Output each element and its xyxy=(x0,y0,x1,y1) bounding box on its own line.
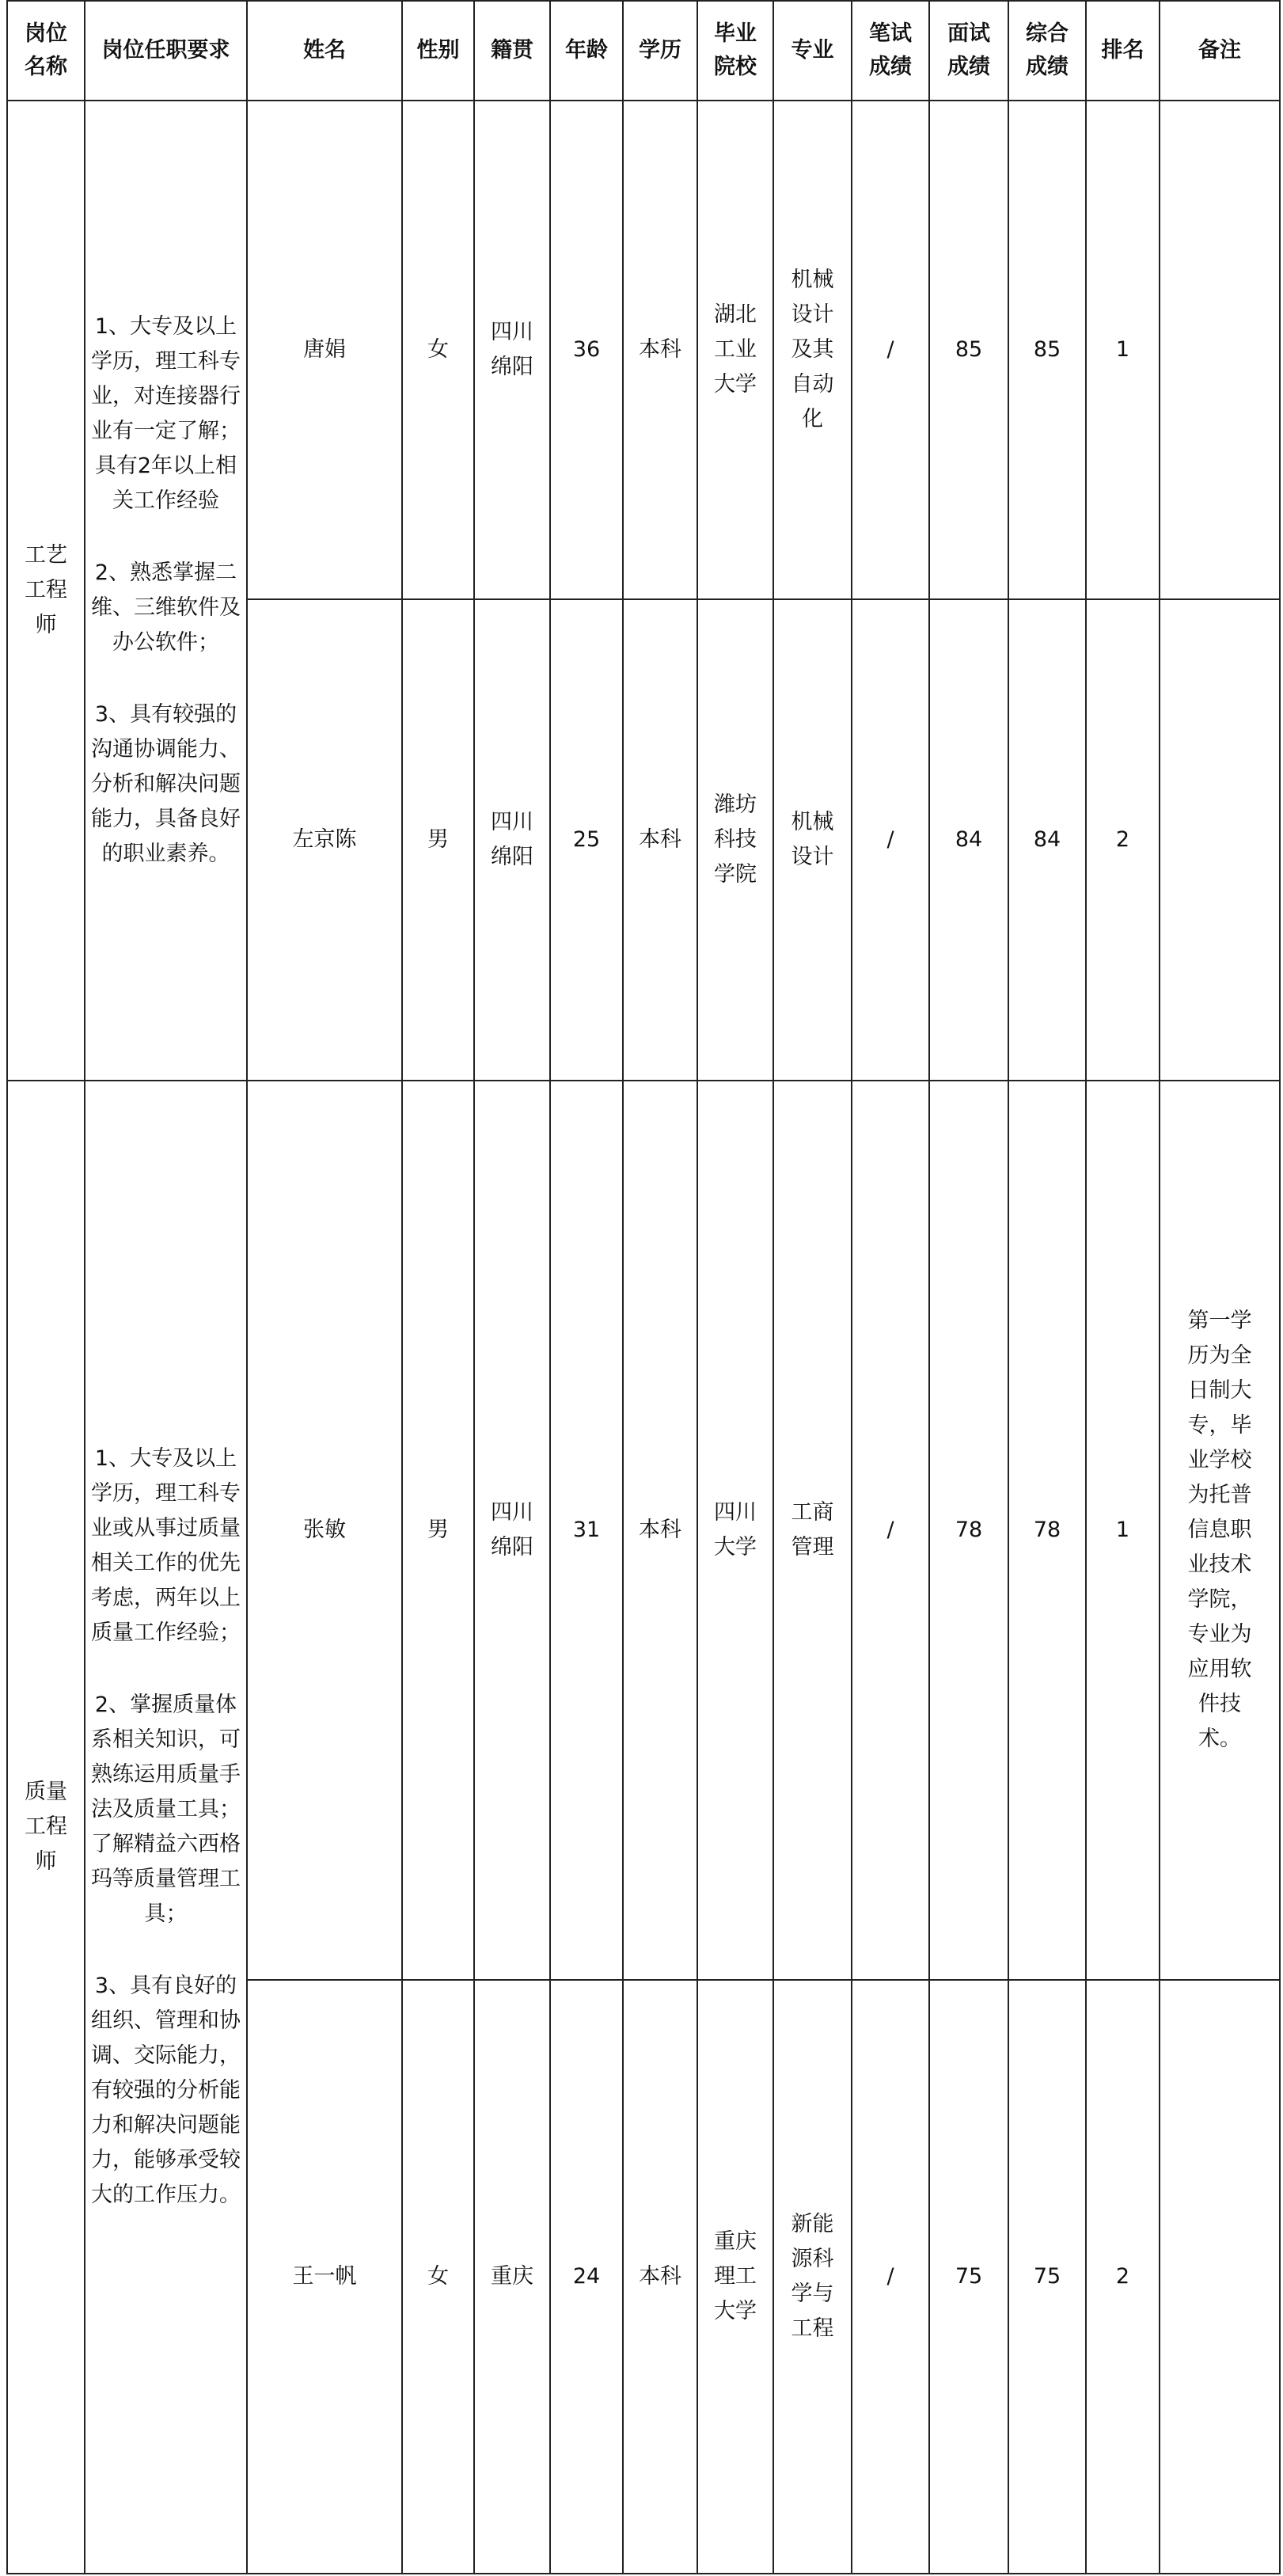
requirement-item: 1、大专及以上学历，理工科专业或从事过质量相关工作的优先考虑，两年以上质量工作经验； xyxy=(91,1446,241,1645)
written-score: / xyxy=(852,1081,929,1980)
candidate-major: 机械 设计 及其 自动 化 xyxy=(773,101,852,599)
candidate-gender: 男 xyxy=(402,1081,474,1980)
written-score: / xyxy=(852,1980,929,2574)
header-age: 年龄 xyxy=(550,1,623,101)
candidate-note: 第一学 历为全 日制大 专，毕 业学校 为托普 信息职 业技术 学院， 专业为 应用软 件技 术。 xyxy=(1160,1081,1280,1980)
candidate-gender: 男 xyxy=(402,599,474,1081)
candidate-major: 工商 管理 xyxy=(773,1081,852,1980)
candidate-major: 新能 源科 学与 工程 xyxy=(773,1980,852,2574)
written-score: / xyxy=(852,599,929,1081)
candidate-hometown: 四川 绵阳 xyxy=(474,599,550,1081)
rank: 2 xyxy=(1086,599,1160,1081)
total-score: 85 xyxy=(1008,101,1086,599)
candidate-age: 24 xyxy=(550,1980,623,2574)
rank: 1 xyxy=(1086,101,1160,599)
requirement-item: 3、具有较强的沟通协调能力、分析和解决问题能力，具备良好的职业素养。 xyxy=(91,702,241,866)
header-note: 备注 xyxy=(1160,1,1280,101)
header-major: 专业 xyxy=(773,1,852,101)
header-position: 岗位 名称 xyxy=(7,1,85,101)
candidate-name: 王一帆 xyxy=(247,1980,402,2574)
header-total-score: 综合 成绩 xyxy=(1008,1,1086,101)
candidate-gender: 女 xyxy=(402,1980,474,2574)
interview-score: 75 xyxy=(929,1980,1008,2574)
header-rank: 排名 xyxy=(1086,1,1160,101)
candidate-name: 左京陈 xyxy=(247,599,402,1081)
position-requirements xyxy=(85,1081,247,2574)
header-interview-score: 面试 成绩 xyxy=(929,1,1008,101)
candidate-education: 本科 xyxy=(623,599,697,1081)
candidate-education: 本科 xyxy=(623,1980,697,2574)
rank: 1 xyxy=(1086,1081,1160,1980)
candidate-note xyxy=(1160,1980,1280,2574)
requirement-item: 2、熟悉掌握二维、三维软件及办公软件； xyxy=(91,560,241,655)
total-score: 75 xyxy=(1008,1980,1086,2574)
position-requirements xyxy=(85,101,247,1081)
total-score: 84 xyxy=(1008,599,1086,1081)
candidate-education: 本科 xyxy=(623,101,697,599)
candidate-hometown: 四川 绵阳 xyxy=(474,101,550,599)
candidate-age: 31 xyxy=(550,1081,623,1980)
header-hometown: 籍贯 xyxy=(474,1,550,101)
candidate-school: 重庆 理工 大学 xyxy=(697,1980,773,2574)
interview-score: 85 xyxy=(929,101,1008,599)
rank: 2 xyxy=(1086,1980,1160,2574)
candidate-hometown: 四川 绵阳 xyxy=(474,1081,550,1980)
position-name: 质量 工程 师 xyxy=(7,1081,85,2574)
written-score: / xyxy=(852,101,929,599)
interview-score: 84 xyxy=(929,599,1008,1081)
position-name: 工艺 工程 师 xyxy=(7,101,85,1081)
requirement-item: 3、具有良好的组织、管理和协调、交际能力，有较强的分析能力和解决问题能力，能够承受较大的工作压力。 xyxy=(91,1974,241,2207)
candidate-age: 25 xyxy=(550,599,623,1081)
candidate-education: 本科 xyxy=(623,1081,697,1980)
header-name: 姓名 xyxy=(247,1,402,101)
header-requirements: 岗位任职要求 xyxy=(85,1,247,101)
candidate-note xyxy=(1160,599,1280,1081)
header-written-score: 笔试 成绩 xyxy=(852,1,929,101)
candidate-school: 湖北 工业 大学 xyxy=(697,101,773,599)
requirement-item: 2、掌握质量体系相关知识，可熟练运用质量手法及质量工具；了解精益六西格玛等质量管理工具； xyxy=(91,1693,241,1926)
header-row xyxy=(7,1,1280,101)
interview-score: 78 xyxy=(929,1081,1008,1980)
candidate-major: 机械 设计 xyxy=(773,599,852,1081)
candidate-gender: 女 xyxy=(402,101,474,599)
candidate-school: 四川 大学 xyxy=(697,1081,773,1980)
table-row xyxy=(7,101,1280,599)
total-score: 78 xyxy=(1008,1081,1086,1980)
candidate-age: 36 xyxy=(550,101,623,599)
header-school: 毕业 院校 xyxy=(697,1,773,101)
candidate-name: 唐娟 xyxy=(247,101,402,599)
header-education: 学历 xyxy=(623,1,697,101)
requirement-item: 1、大专及以上学历，理工科专业，对连接器行业有一定了解；具有2年以上相关工作经验 xyxy=(91,314,241,513)
candidate-note xyxy=(1160,101,1280,599)
header-gender: 性别 xyxy=(402,1,474,101)
candidate-name: 张敏 xyxy=(247,1081,402,1980)
candidate-hometown: 重庆 xyxy=(474,1980,550,2574)
table-row xyxy=(7,1081,1280,1980)
candidate-school: 潍坊 科技 学院 xyxy=(697,599,773,1081)
candidate-score-table xyxy=(6,0,1281,2574)
